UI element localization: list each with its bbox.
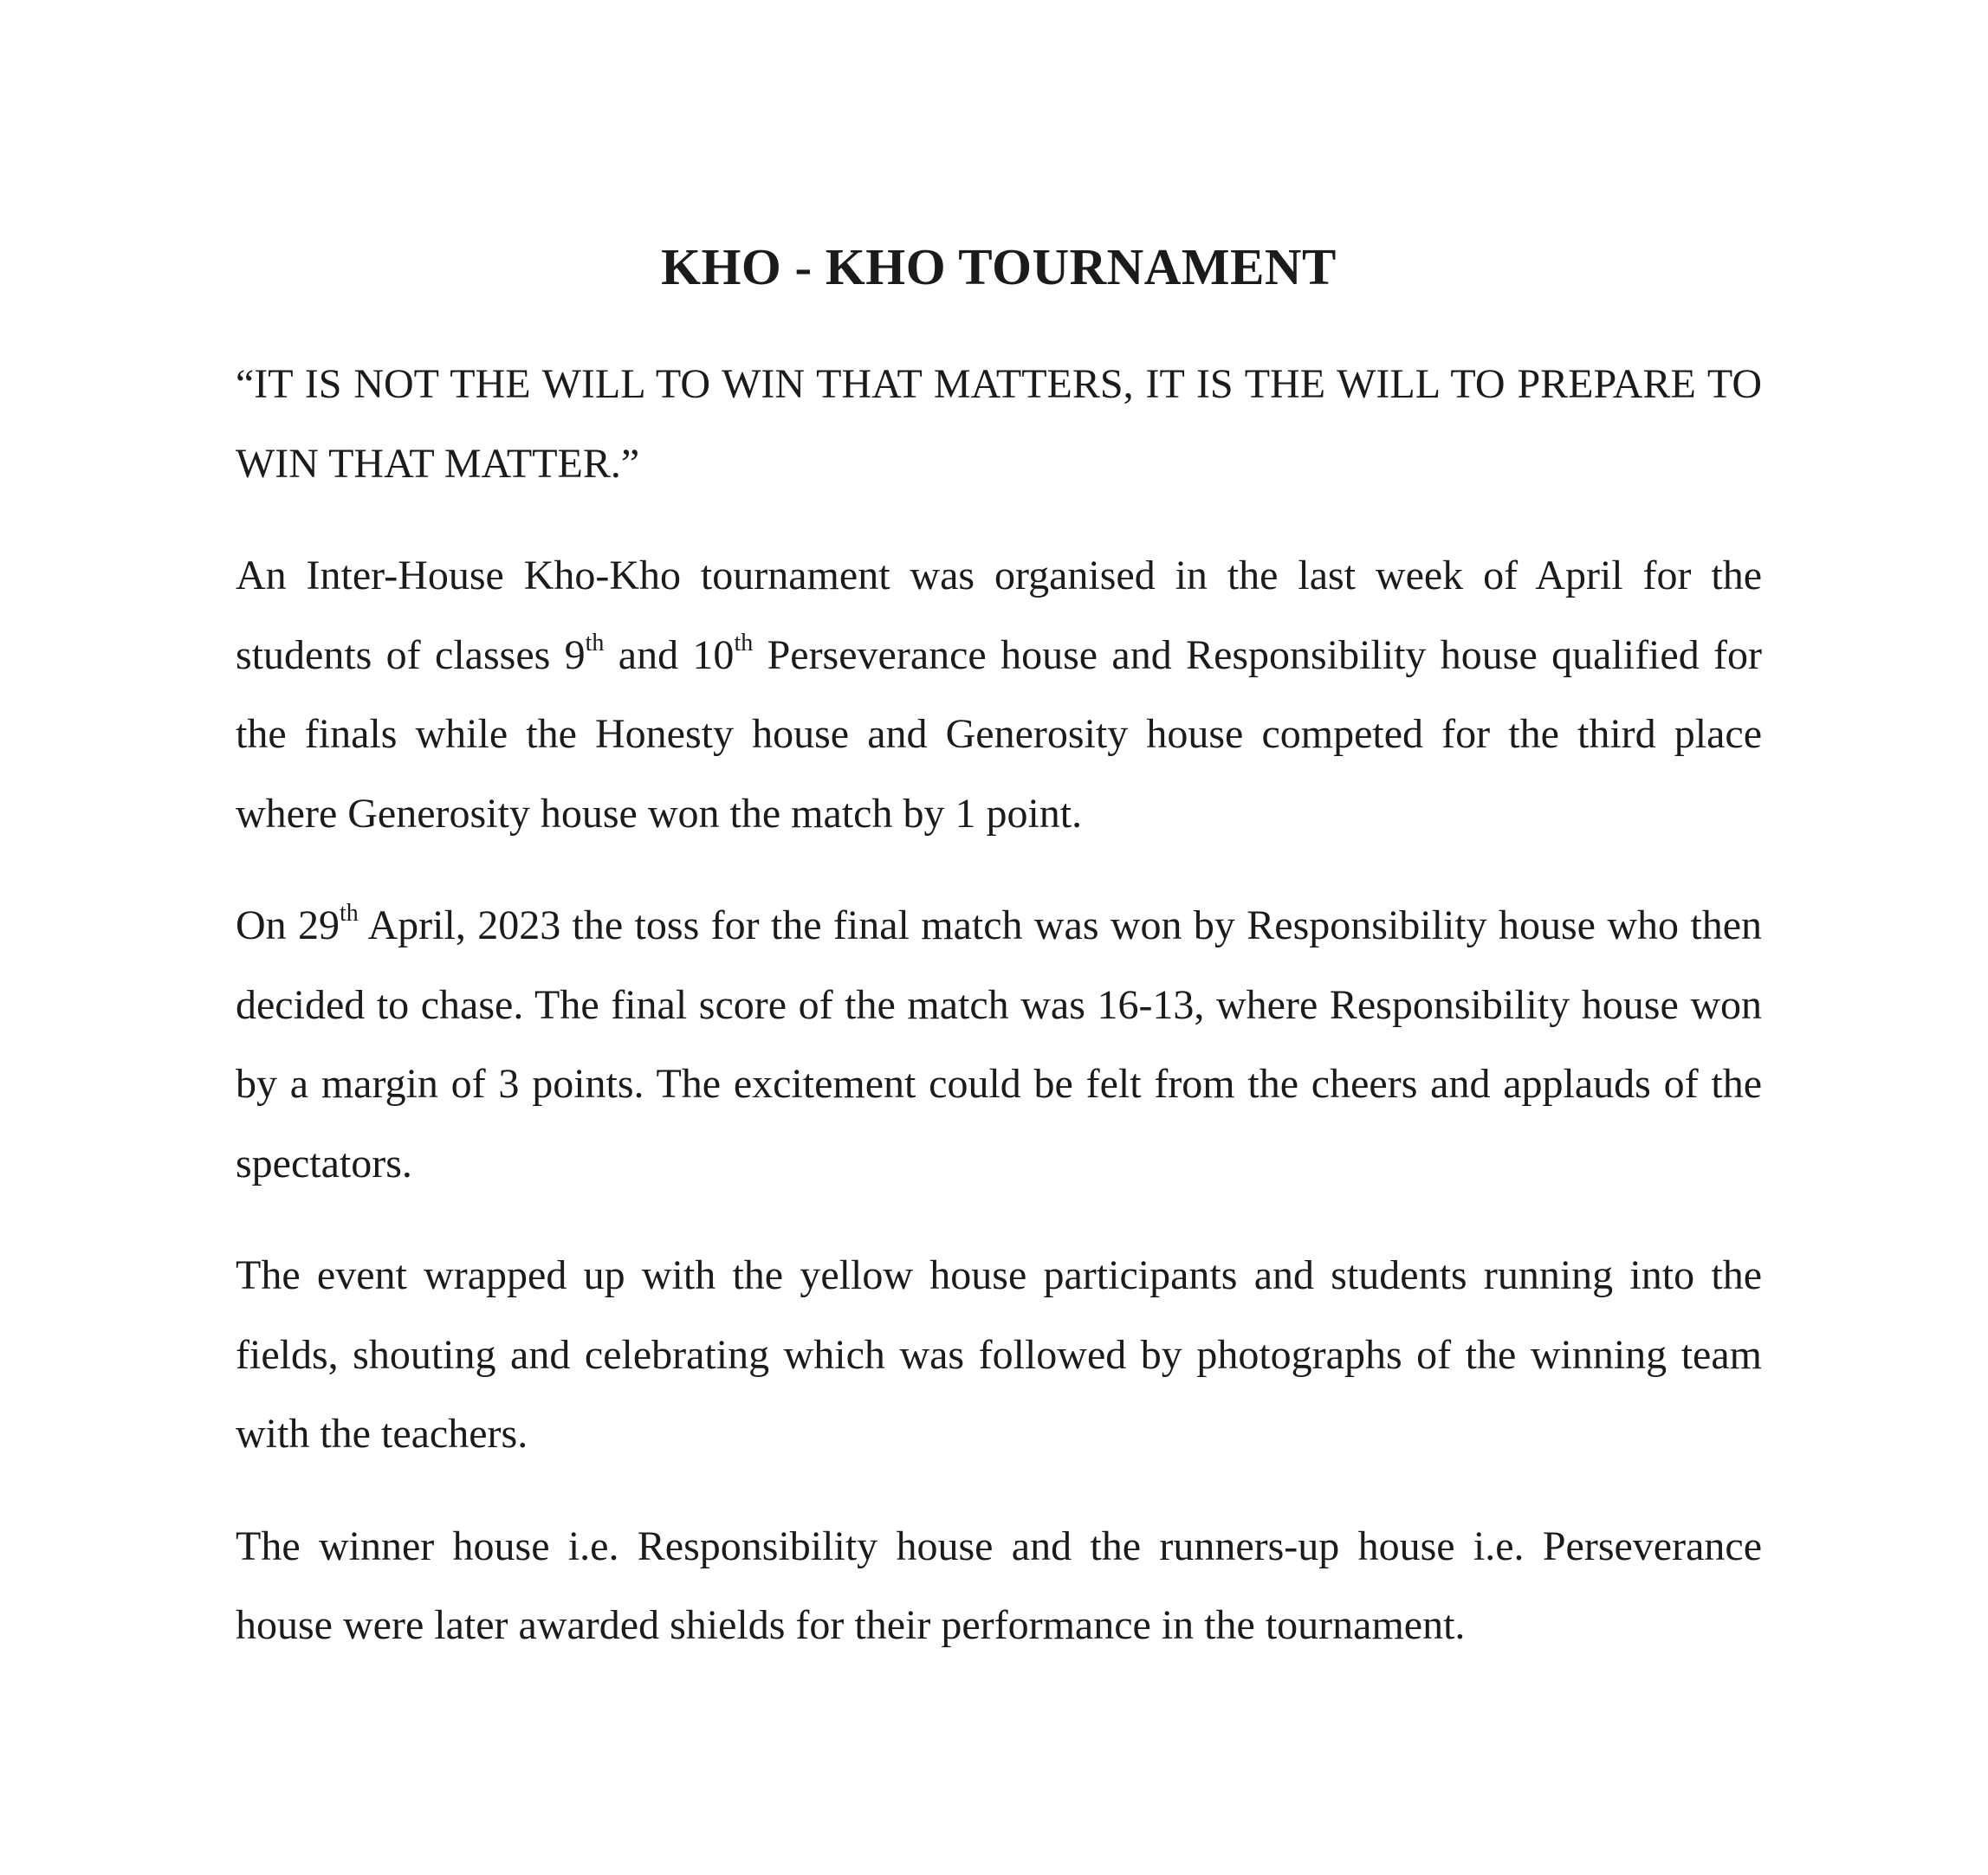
paragraph-final-match	[236, 886, 1762, 1203]
paragraph-awards: The winner house i.e. Responsibility house and the runners-up house i.e. Perseverance house were later awarded shields for their performance in the tournament.	[236, 1523, 1762, 1648]
document-page	[236, 232, 1762, 1665]
ordinal-suffix: th	[734, 629, 754, 656]
page-title: KHO - KHO TOURNAMENT	[661, 238, 1337, 295]
paragraph-tournament-overview	[236, 536, 1762, 853]
paragraph-text: On 29	[236, 902, 340, 948]
quote-text: “IT IS NOT THE WILL TO WIN THAT MATTERS, IT IS THE WILL TO PREPARE TO WIN THAT MATTER.”	[236, 361, 1762, 487]
paragraph-text: Perseverance house and Responsibility house qualified for the finals while the Honesty house and Generosity house competed for the third place where Generosity house won the match by 1 point.	[236, 631, 1763, 837]
paragraph-celebration: The event wrapped up with the yellow house participants and students running into the fields, shouting and celebrating which was followed by photographs of the winning team with the teachers.	[236, 1252, 1762, 1457]
ordinal-suffix: th	[585, 629, 605, 656]
paragraph-text: and 10	[604, 631, 735, 678]
ordinal-suffix: th	[340, 900, 359, 927]
paragraph-text: An Inter-House Kho-Kho tournament was organised in the last week of April for the students of classes 9	[236, 553, 1762, 678]
paragraph-text: April, 2023 the toss for the final match was won by Responsibility house who then decided to chase. The final score of the match was 16-13, where Responsibility house won by a margin of 3 points. The excitement could be felt from the cheers and applauds of the spectators.	[236, 902, 1762, 1186]
